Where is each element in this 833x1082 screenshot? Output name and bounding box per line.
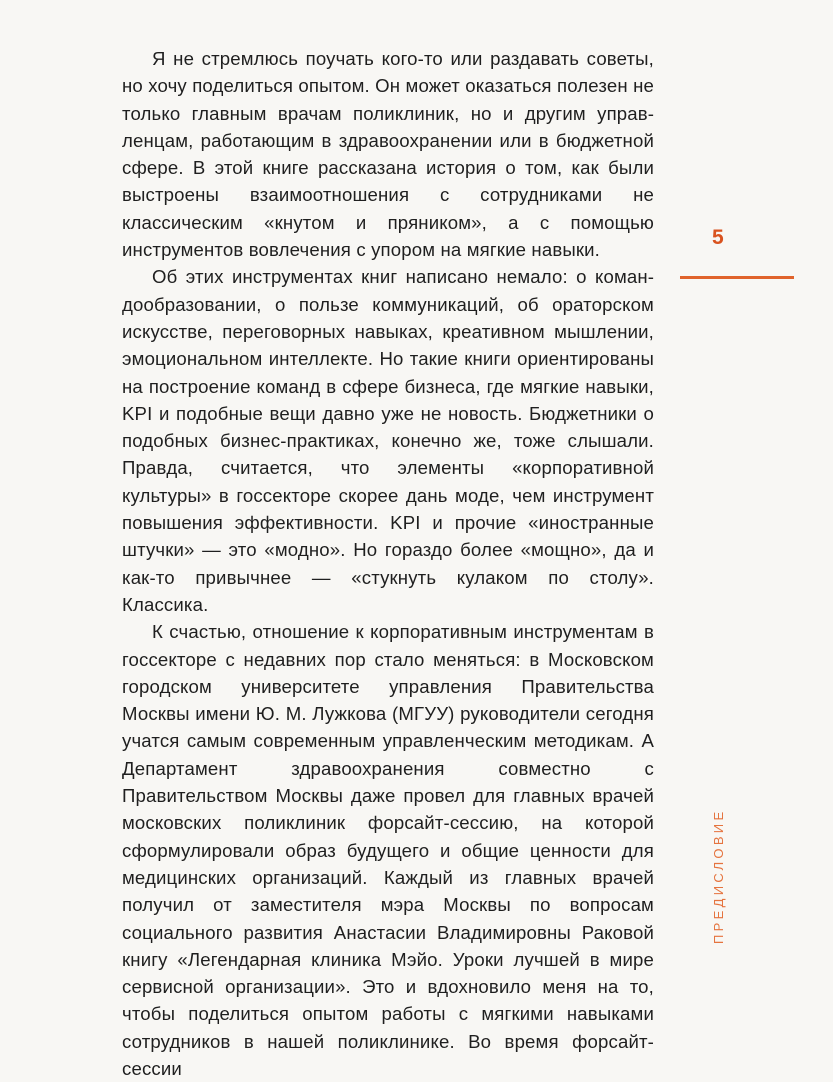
paragraph-2: Об этих инструментах книг написано немало: о командообразовании, о пользе коммуникаций, об ораторском искусстве, переговорных навыках, креативном мышлении, эмоциональном интеллекте. Но такие книги ориентированы на построение команд в сфере бизнеса, где мягкие навыки, KPI и подобные вещи давно уже не новость. Бюджетники о подобных бизнес-практиках, конечно же, тоже слышали. Правда, считается, что элементы «корпоративной культуры» в госсекторе скорее дань моде, чем инструмент повышения эффективности. KPI и прочие «иностранные штучки» — это «модно». Но гораздо более «мощно», да и как-то привычнее — «стукнуть кулаком по столу». Классика.: [122, 266, 654, 615]
paragraph-3: К счастью, отношение к корпоративным инструментам в госсекторе с недавних пор стало меняться: в Московском городском университете управления Правительства Москвы имени Ю. М. Лужкова (МГУУ) руководители сегодня учатся самым современным управленческим методикам. А Департамент здравоохранения совместно с Правительством Москвы даже провел для главных врачей московских поликлиник форсайт-сессию, на которой сформулировали образ будущего и общие ценности для медицинских организаций. Каждый из главных врачей получил от заместителя мэра Москвы по вопросам социального развития Анастасии Владимировны Раковой книгу «Легендарная клиника Мэйо. Уроки лучшей в мире сервисной организации». Это и вдохновило меня на то, чтобы поделиться опытом работы с мягкими навыками сотрудников в нашей поликлинике. Во время форсайт-сессии: [122, 621, 654, 1079]
running-head-chapter: ПРЕДИСЛОВИЕ: [711, 808, 726, 944]
body-text: [122, 45, 654, 1082]
page-number: 5: [712, 226, 724, 249]
page-number-rule: [680, 276, 794, 279]
paragraph-1: Я не стремлюсь поучать кого-то или раздавать советы, но хочу поделиться опытом. Он может оказаться полезен не только главным врачам поликлиник, но и другим управленцам, работающим в здравоохранении или в бюджетной сфере. В этой книге рассказана история о том, как были выстроены взаимоотношения с сотрудниками не классическим «кнутом и пряником», а с помощью инструментов вовлечения с упором на мягкие навыки.: [122, 48, 654, 261]
